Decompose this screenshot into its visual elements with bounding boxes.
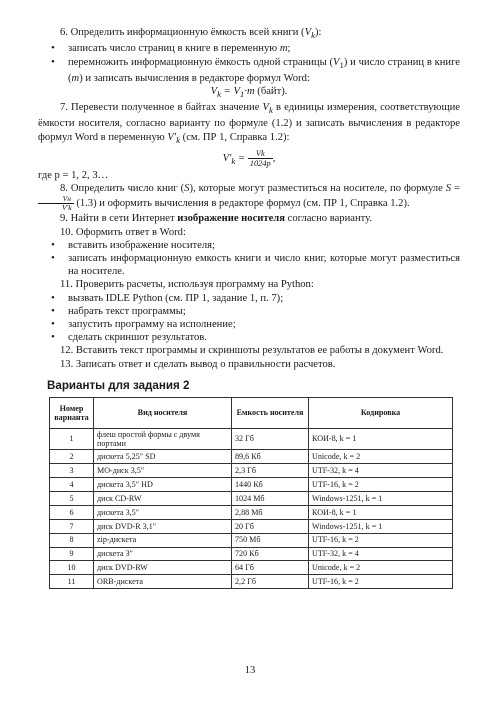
- cell-media-capacity: 1440 Кб: [232, 478, 309, 492]
- item-9-bold: изображение носителя: [177, 213, 285, 225]
- item-13: 13. Записать ответ и сделать вывод о правильности расчетов.: [60, 358, 336, 370]
- cell-media-type: zip-дискета: [94, 533, 232, 547]
- item-8-text-2: ), которые могут разместиться на носителе, по формуле: [189, 183, 446, 195]
- cell-media-type: диск DVD-RW: [94, 561, 232, 575]
- cell-media-capacity: 64 Гб: [232, 561, 309, 575]
- item-6-text: 6. Определить информационную ёмкость всей книги (: [60, 27, 305, 38]
- sub-k: k: [176, 134, 181, 145]
- cell-media-type: ORB-дискета: [94, 575, 232, 589]
- fraction-numerator: Vн: [38, 195, 74, 204]
- cell-encoding: Unicode, k = 2: [309, 450, 453, 464]
- list-item: [38, 56, 460, 86]
- cell-media-capacity: 2,2 Гб: [232, 575, 309, 589]
- var-s: S: [184, 183, 190, 195]
- list-item: • запустить программу на исполнение;: [38, 318, 460, 331]
- cell-encoding: UTF-16, k = 2: [309, 575, 453, 589]
- item-10-bullets: [38, 239, 460, 279]
- cell-media-capacity: 20 Гб: [232, 519, 309, 533]
- header-variant-number: Номер варианта: [50, 397, 94, 428]
- cell-variant-number: 5: [50, 491, 94, 505]
- cell-variant-number: 6: [50, 505, 94, 519]
- formula-eq: =: [451, 183, 460, 195]
- cell-media-type: дискета 3,5″: [94, 505, 232, 519]
- formula-lhs-sub: k: [217, 89, 221, 100]
- cell-media-type: дискета 3″: [94, 547, 232, 561]
- table-row: [50, 519, 453, 533]
- formula-lhs-sub: k: [231, 156, 236, 167]
- table-header-row: [50, 397, 453, 428]
- cell-encoding: Unicode, k = 2: [309, 561, 453, 575]
- cell-media-capacity: 1024 Мб: [232, 491, 309, 505]
- formula-vk-prime: [38, 149, 460, 168]
- table-heading: Варианты для задания 2: [47, 378, 190, 392]
- table-body: [50, 428, 453, 588]
- table-row: [50, 561, 453, 575]
- table-row: [50, 505, 453, 519]
- cell-encoding: КОИ-8, k = 1: [309, 505, 453, 519]
- item-7-where: где p = 1, 2, 3…: [38, 170, 109, 182]
- cell-variant-number: 10: [50, 561, 94, 575]
- item-12: 12. Вставить текст программы и скриншоты результатов ее работы в документ Word.: [60, 345, 444, 357]
- table-row: [50, 464, 453, 478]
- formula-lhs: S: [445, 183, 452, 195]
- var-vk: V: [262, 102, 269, 114]
- list-item-text: записать число страниц в книге в переменную: [68, 43, 280, 55]
- cell-media-capacity: 2,3 Гб: [232, 464, 309, 478]
- cell-media-type: диск CD-RW: [94, 491, 232, 505]
- item-9-text-2: согласно варианту.: [284, 213, 373, 225]
- header-media-capacity: Емкость носителя: [232, 397, 309, 428]
- list-item: • вызвать IDLE Python (см. ПР 1, задание 1, п. 7);: [38, 292, 460, 305]
- list-item: • сделать скриншот результатов.: [38, 331, 460, 344]
- cell-media-type: диск DVD-R 3,1″: [94, 519, 232, 533]
- formula-lhs: V′: [222, 152, 232, 164]
- formula-eq: =: [235, 152, 248, 164]
- cell-encoding: UTF-16, k = 2: [309, 533, 453, 547]
- item-10: 10. Оформить ответ в Word:: [60, 226, 186, 238]
- item-7-text-3: (см. ПР 1, Справка 1.2):: [180, 131, 290, 143]
- formula-rhs-m: ·m: [244, 86, 255, 98]
- item-7: [38, 101, 460, 147]
- item-7-text: 7. Перевести полученное в байтах значение: [60, 102, 263, 114]
- item-9: [38, 212, 460, 225]
- cell-media-capacity: 32 Гб: [232, 428, 309, 449]
- cell-media-type: дискета 5,25″ SD: [94, 450, 232, 464]
- list-item-text-3: ) и записать вычисления в редакторе формул Word:: [79, 72, 310, 84]
- var-m: m: [71, 72, 80, 84]
- formula-eq: =: [220, 86, 234, 98]
- var-v1: V: [333, 56, 340, 68]
- item-6: [38, 26, 460, 42]
- cell-variant-number: 9: [50, 547, 94, 561]
- formula-vk: [38, 85, 460, 101]
- var-vk-prime: V′: [167, 131, 177, 143]
- table-row: [50, 533, 453, 547]
- item-9-text: 9. Найти в сети Интернет: [60, 213, 178, 225]
- list-item: • записать информационную емкость книги и число книг, которые могут разместиться на носителе.: [38, 252, 460, 278]
- formula-lhs: V: [210, 86, 218, 98]
- table-row: [50, 478, 453, 492]
- cell-encoding: UTF-32, k = 4: [309, 547, 453, 561]
- variants-table: [49, 397, 453, 589]
- var-vk: V: [304, 27, 312, 38]
- fraction-denominator: V′k: [62, 203, 72, 213]
- table-row: [50, 547, 453, 561]
- cell-media-capacity: 750 Мб: [232, 533, 309, 547]
- var-m: m: [279, 43, 288, 55]
- item-11-bullets: [38, 292, 460, 345]
- cell-encoding: Windows-1251, k = 1: [309, 519, 453, 533]
- header-encoding: Кодировка: [309, 397, 453, 428]
- sub-k: k: [311, 30, 315, 41]
- cell-media-capacity: 2,88 Мб: [232, 505, 309, 519]
- cell-media-type: дискета 3,5″ HD: [94, 478, 232, 492]
- list-item: [38, 42, 460, 55]
- table-row: [50, 450, 453, 464]
- item-7-text-2: в единицы измерения, соответствующие ёмкости носителя, согласно варианту по формуле (1.2) и записать вычисления в редакторе формул Word в переменную: [38, 102, 460, 143]
- table-row: [50, 575, 453, 589]
- table-row: [50, 428, 453, 449]
- header-media-type: Вид носителя: [94, 397, 232, 428]
- list-item-text: перемножить информационную ёмкость одной страницы (: [68, 56, 333, 68]
- cell-variant-number: 3: [50, 464, 94, 478]
- formula-unit: (байт).: [254, 86, 288, 98]
- formula-fraction: [38, 195, 74, 212]
- page-number: 13: [244, 665, 256, 676]
- item-8-text-3: (1.3) и оформить вычисления в редакторе формул (см. ПР 1, Справка 1.2).: [73, 198, 410, 210]
- formula-rhs: V: [233, 86, 240, 98]
- cell-variant-number: 1: [50, 428, 94, 449]
- cell-encoding: UTF-16, k = 2: [309, 478, 453, 492]
- formula-end: ,: [272, 152, 276, 164]
- cell-variant-number: 8: [50, 533, 94, 547]
- item-8-text: 8. Определить число книг (: [60, 183, 185, 195]
- cell-encoding: Windows-1251, k = 1: [309, 491, 453, 505]
- fraction-numerator: Vk: [248, 149, 273, 159]
- table-row: [50, 491, 453, 505]
- cell-encoding: UTF-32, k = 4: [309, 464, 453, 478]
- item-11: 11. Проверить расчеты, используя программу на Python:: [60, 279, 314, 291]
- fraction-denominator: 1024p: [249, 158, 271, 168]
- cell-variant-number: 11: [50, 575, 94, 589]
- cell-variant-number: 7: [50, 519, 94, 533]
- cell-media-capacity: 720 Кб: [232, 547, 309, 561]
- cell-media-type: МО-диск 3,5″: [94, 464, 232, 478]
- list-item: • вставить изображение носителя;: [38, 239, 460, 252]
- cell-encoding: КОИ-8, k = 1: [309, 428, 453, 449]
- cell-media-capacity: 89,6 Кб: [232, 450, 309, 464]
- cell-variant-number: 2: [50, 450, 94, 464]
- formula-rhs-sub: 1: [239, 89, 245, 100]
- cell-media-type: флеш простой формы с двумя портами: [94, 428, 232, 449]
- item-6-bullets: [38, 42, 460, 85]
- item-8: [38, 182, 460, 212]
- list-item-end: ;: [287, 43, 291, 55]
- sub-1: 1: [339, 59, 344, 70]
- list-item-text-2: ) и число страниц в книге (: [68, 56, 460, 84]
- sub-k: k: [269, 105, 273, 116]
- list-item: • набрать текст программы;: [38, 305, 460, 318]
- cell-variant-number: 4: [50, 478, 94, 492]
- item-6-end: ):: [315, 27, 322, 38]
- formula-fraction: [248, 149, 273, 168]
